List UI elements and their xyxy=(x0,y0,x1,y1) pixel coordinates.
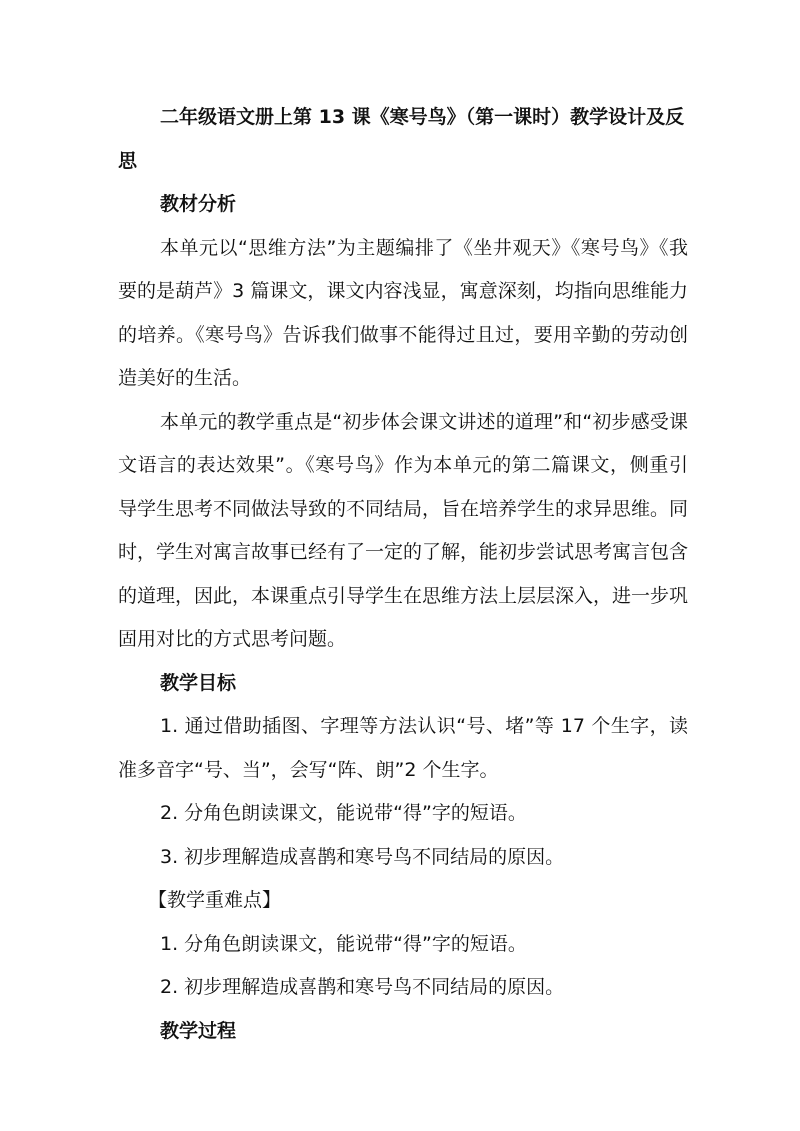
section-heading-analysis: 教材分析 xyxy=(160,193,237,215)
goal-item-3: 3. 初步理解造成喜鹊和寒号鸟不同结局的原因。 xyxy=(160,845,565,868)
section-heading-goals: 教学目标 xyxy=(160,671,237,694)
analysis-paragraph-2: 本单元的教学重点是“初步体会课文讲述的道理”和“初步感受课文语言的表达效果”。《寒号鸟》作为本单元的第二篇课文，侧重引导学生思考不同做法导致的不同结局，旨在培养学生的求异思维。同时，学生对寓言故事已经有了一定的了解，能初步尝试思考寓言包含的道理，因此，本课重点引导学生在思维方法上层层深入，进一步巩固用对比的方式思考问题。 xyxy=(118,410,689,650)
section-heading-key-points: 【教学重难点】 xyxy=(148,889,282,911)
section-heading-process: 教学过程 xyxy=(160,1019,237,1042)
document-page xyxy=(118,96,688,1053)
analysis-paragraph-1: 本单元以“思维方法”为主题编排了《坐井观天》《寒号鸟》《我要的是葫芦》3 篇课文，课文内容浅显，寓意深刻，均指向思维能力的培养。《寒号鸟》告诉我们做事不能得过且过，要用辛勤的劳动创造美好的生活。 xyxy=(118,236,688,389)
document-title: 二年级语文册上第 13 课《寒号鸟》（第一课时）教学设计及反思 xyxy=(118,106,685,172)
key-point-item-2: 2. 初步理解造成喜鹊和寒号鸟不同结局的原因。 xyxy=(160,976,565,998)
goal-item-2: 2. 分角色朗读课文，能说带“得”字的短语。 xyxy=(160,802,527,824)
key-point-item-1: 1. 分角色朗读课文，能说带“得”字的短语。 xyxy=(160,932,527,955)
goal-item-1: 1. 通过借助插图、字理等方法认识“号、堵”等 17 个生字，读准多音字“号、当”，会写“阵、朗”2 个生字。 xyxy=(118,715,688,781)
